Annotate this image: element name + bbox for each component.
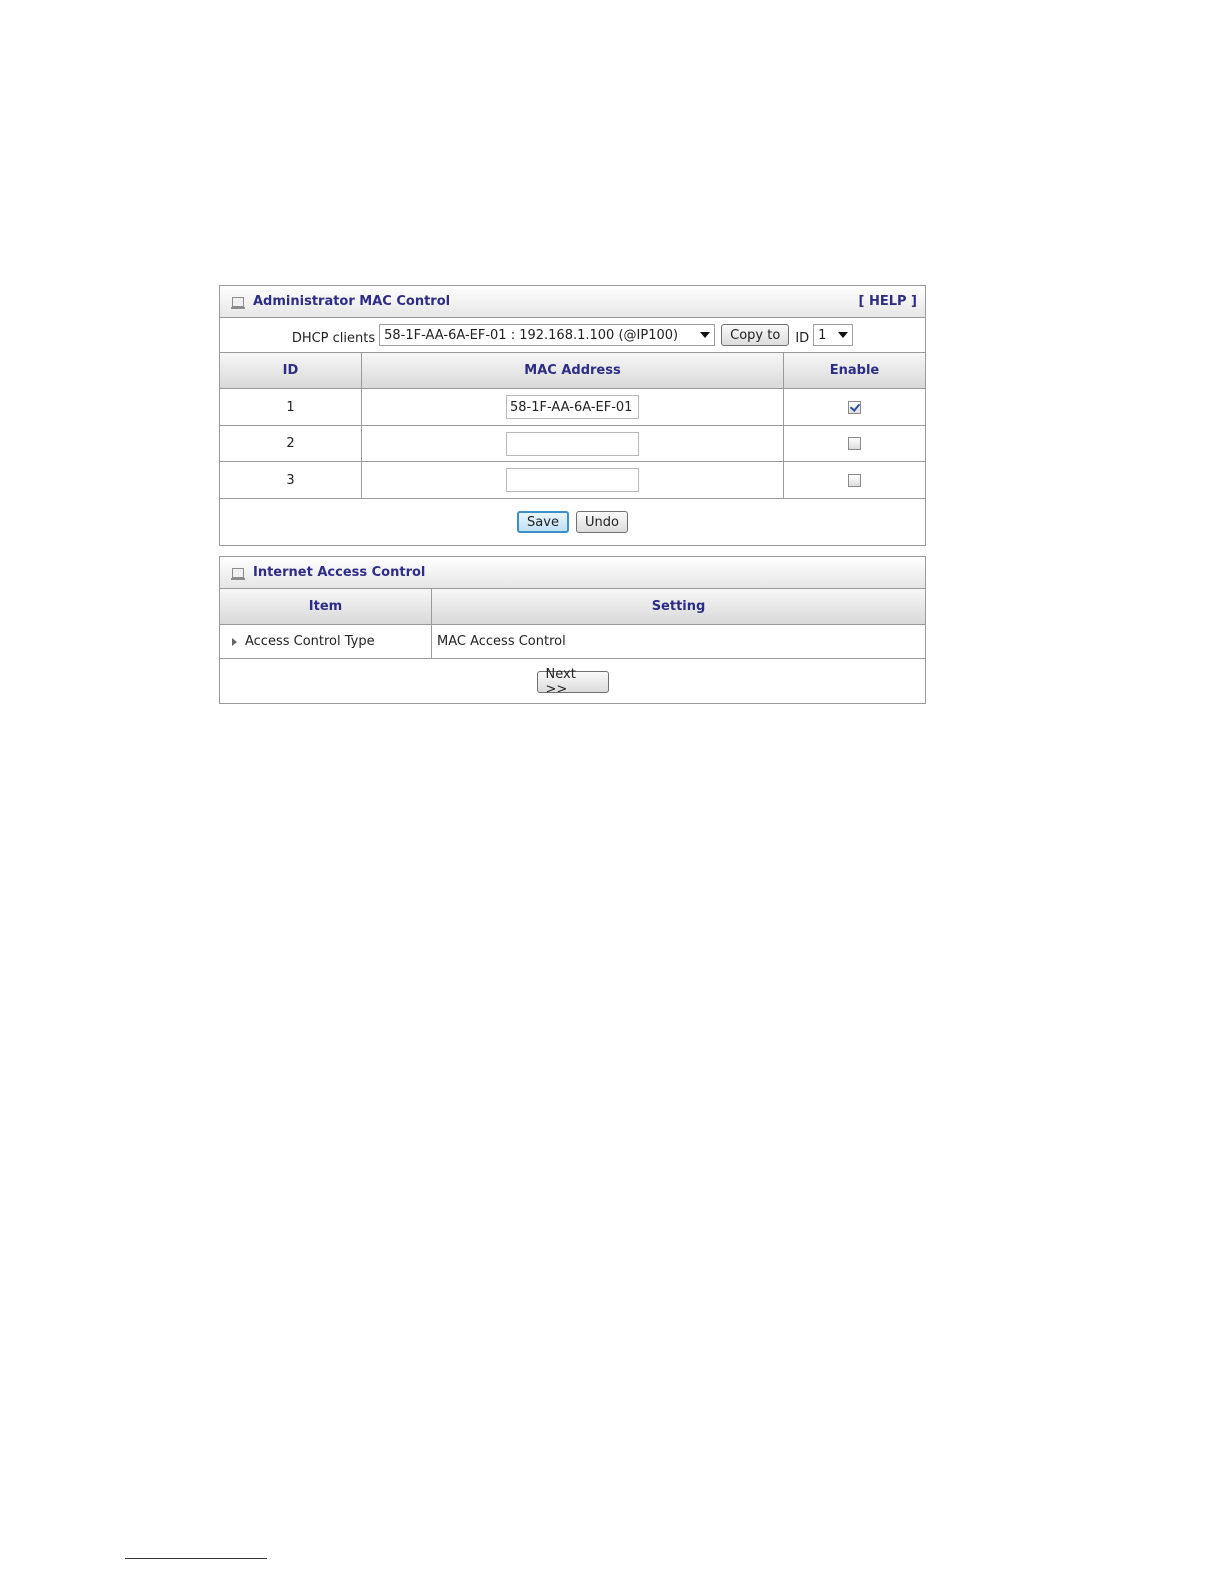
monitor-icon bbox=[232, 297, 244, 307]
row-id: 2 bbox=[286, 436, 295, 451]
table-row bbox=[220, 389, 925, 426]
id-label: ID bbox=[795, 330, 810, 346]
enable-cell bbox=[783, 426, 925, 461]
column-header-enable: Enable bbox=[783, 353, 925, 388]
id-selected: 1 bbox=[818, 327, 827, 343]
admin-panel-header bbox=[220, 286, 925, 318]
internet-panel-title: Internet Access Control bbox=[253, 565, 426, 580]
table-row bbox=[220, 462, 925, 499]
action-row bbox=[220, 499, 925, 545]
copy-to-button[interactable]: Copy to bbox=[721, 324, 789, 346]
item-cell bbox=[220, 625, 431, 658]
mac-cell bbox=[361, 462, 783, 498]
internet-panel-header bbox=[220, 557, 925, 589]
next-button[interactable]: Next >> bbox=[537, 671, 609, 693]
undo-button[interactable]: Undo bbox=[576, 511, 628, 533]
mac-address-input[interactable] bbox=[506, 468, 639, 492]
access-table-header bbox=[220, 589, 925, 625]
enable-checkbox[interactable] bbox=[848, 474, 861, 487]
row-id: 1 bbox=[286, 399, 295, 415]
dhcp-clients-selected: 58-1F-AA-6A-EF-01 : 192.168.1.100 (@IP100) bbox=[384, 327, 679, 343]
monitor-icon bbox=[232, 568, 244, 578]
mac-address-input[interactable]: 58-1F-AA-6A-EF-01 bbox=[506, 395, 639, 419]
column-header-mac-address: MAC Address bbox=[361, 353, 783, 388]
row-id: 3 bbox=[286, 472, 295, 488]
access-control-type-value: MAC Access Control bbox=[437, 634, 566, 649]
column-header-id: ID bbox=[220, 353, 361, 388]
dhcp-clients-label: DHCP clients bbox=[291, 330, 376, 346]
table-row bbox=[220, 426, 925, 462]
setting-cell bbox=[431, 625, 925, 658]
enable-checkbox[interactable] bbox=[848, 401, 861, 414]
mac-cell bbox=[361, 389, 783, 425]
enable-cell bbox=[783, 389, 925, 425]
admin-panel-title: Administrator MAC Control bbox=[253, 294, 451, 309]
mac-address-input[interactable] bbox=[506, 432, 639, 456]
save-button[interactable]: Save bbox=[517, 511, 569, 533]
chevron-down-icon bbox=[838, 332, 848, 338]
admin-mac-control-panel bbox=[219, 285, 926, 546]
help-link[interactable]: [ HELP ] bbox=[858, 294, 917, 309]
dhcp-clients-row bbox=[220, 318, 925, 353]
enable-cell bbox=[783, 462, 925, 498]
dhcp-clients-select[interactable] bbox=[379, 324, 715, 346]
footnote-divider bbox=[125, 1558, 267, 1559]
column-header-setting: Setting bbox=[431, 589, 925, 624]
mac-cell bbox=[361, 426, 783, 461]
next-row bbox=[220, 659, 925, 704]
arrow-right-icon bbox=[232, 638, 237, 646]
chevron-down-icon bbox=[700, 332, 710, 338]
internet-access-control-panel bbox=[219, 556, 926, 704]
access-control-type-label: Access Control Type bbox=[245, 634, 375, 649]
table-row bbox=[220, 625, 925, 659]
column-header-item: Item bbox=[220, 589, 431, 624]
id-select[interactable] bbox=[813, 324, 853, 346]
mac-table-header bbox=[220, 353, 925, 389]
enable-checkbox[interactable] bbox=[848, 437, 861, 450]
